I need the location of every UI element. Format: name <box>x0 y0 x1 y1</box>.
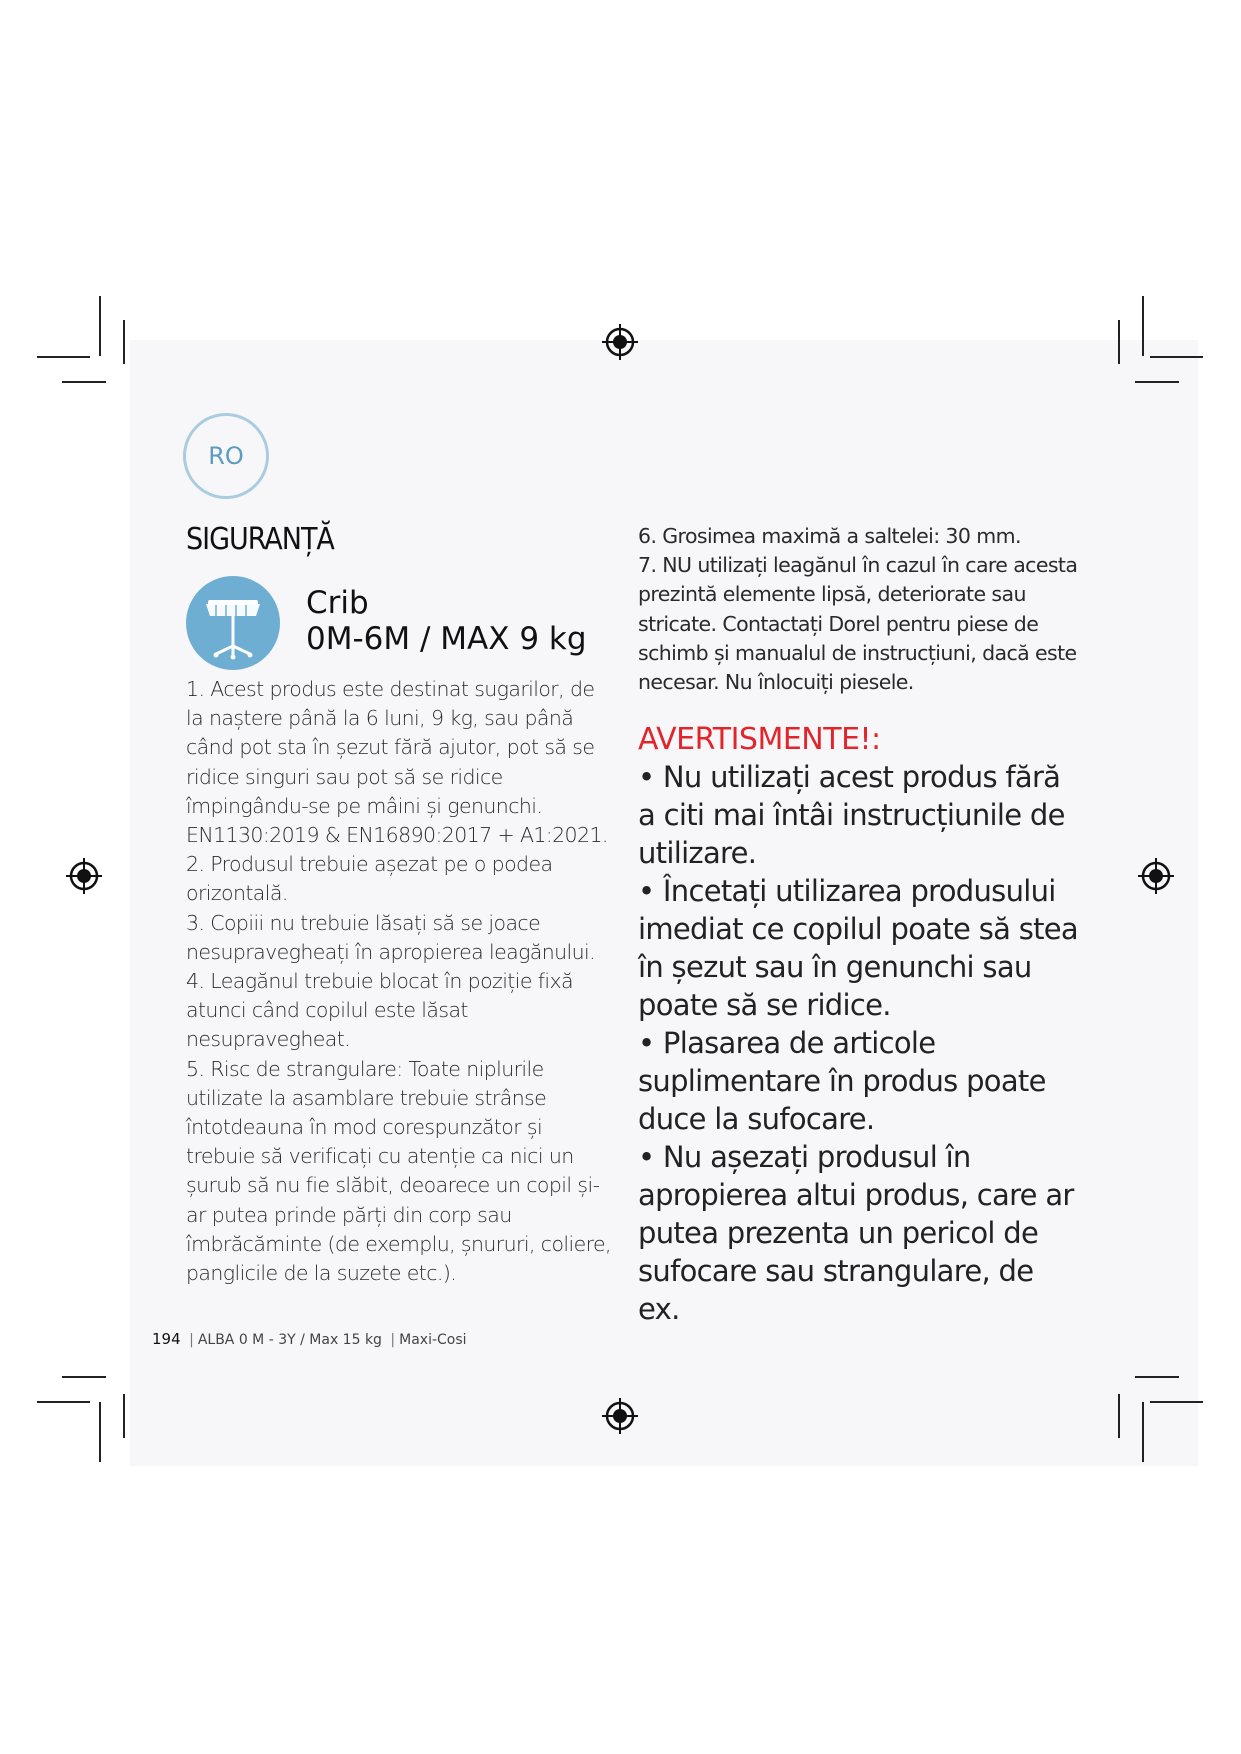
crib-icon <box>186 576 280 670</box>
page-footer <box>152 1330 467 1348</box>
crop-mark <box>1150 356 1203 358</box>
crop-mark <box>1150 1401 1203 1403</box>
crop-mark <box>1118 1394 1120 1438</box>
crop-mark <box>99 1402 101 1462</box>
crib-heading <box>306 585 587 657</box>
list-item: 3. Copiii nu trebuie lăsați să se joace nesupravegheați în apropierea leagănului. <box>186 910 596 964</box>
crop-mark <box>1135 381 1179 383</box>
list-item: 1. Acest produs este destinat sugarilor, de la naștere până la 6 luni, 9 kg, sau până când pot sta în șezut fără ajutor, pot să se ridice singuri sau pot să se ridice împingându-se pe mâini și genunchi. EN1130:2019 & EN16890:2017 + A1:2021. <box>186 677 608 848</box>
warning-item: • Plasarea de articole suplimentare în produs poate duce la sufocare. <box>638 1026 1046 1136</box>
footer-brand: Maxi-Cosi <box>399 1332 467 1348</box>
list-item: 5. Risc de strangulare: Toate niplurile utilizate la asamblare trebuie strânse întotdeauna în mod corespunzător și trebuie să verificați cu atenție ca nici un șurub să nu fie slăbit, deoarece un copil și-ar putea prinde părți din corp sau îmbrăcăminte (de exemplu, șnururi, coliere, panglicile de la suzete etc.). <box>186 1056 611 1286</box>
language-badge: RO <box>183 413 269 499</box>
section-title: SIGURANȚĂ <box>186 522 334 557</box>
crop-mark <box>37 356 90 358</box>
crop-mark <box>62 1376 106 1378</box>
crib-heading-line2: 0M-6M / MAX 9 kg <box>306 621 587 657</box>
warning-item: • Încetați utilizarea produsului imediat ce copilul poate să stea în șezut sau în genunchi sau poate să se ridice. <box>638 874 1078 1022</box>
footer-separator: | <box>189 1332 194 1348</box>
page-number: 194 <box>152 1330 181 1348</box>
crop-mark <box>62 381 106 383</box>
crop-mark <box>1142 296 1144 356</box>
crop-mark <box>37 1401 90 1403</box>
registration-mark-icon <box>1136 856 1176 896</box>
list-item: 2. Produsul trebuie așezat pe o podea orizontală. <box>186 852 553 906</box>
crop-mark <box>1118 320 1120 364</box>
warning-list <box>638 758 1078 1328</box>
crop-mark <box>99 296 101 356</box>
crop-mark <box>1142 1402 1144 1462</box>
registration-mark-icon <box>64 856 104 896</box>
footer-separator: | <box>390 1332 396 1348</box>
crop-mark <box>1135 1376 1179 1378</box>
crop-mark <box>123 1394 125 1438</box>
safety-list-left <box>186 675 616 1288</box>
crop-mark <box>123 320 125 364</box>
warning-item: • Nu așezați produsul în apropierea altui produs, care ar putea prezenta un pericol de sufocare sau strangulare, de ex. <box>638 1140 1074 1326</box>
warning-item: • Nu utilizați acest produs fără a citi mai întâi instrucțiunile de utilizare. <box>638 760 1065 870</box>
crib-heading-line1: Crib <box>306 585 369 621</box>
list-item: 7. NU utilizați leagănul în cazul în care acesta prezintă elemente lipsă, deteriorate sau stricate. Contactați Dorel pentru piese de schimb și manualul de instrucțiuni, dacă este necesar. Nu înlocuiți piesele. <box>638 553 1078 695</box>
registration-mark-icon <box>600 1396 640 1436</box>
footer-product: ALBA 0 M - 3Y / Max 15 kg <box>197 1332 382 1348</box>
safety-list-right <box>638 522 1078 697</box>
list-item: 4. Leagănul trebuie blocat în poziție fixă atunci când copilul este lăsat nesupravegheat. <box>186 969 573 1052</box>
list-item: 6. Grosimea maximă a saltelei: 30 mm. <box>638 524 1021 548</box>
warning-title: AVERTISMENTE!: <box>638 722 881 757</box>
registration-mark-icon <box>600 322 640 362</box>
